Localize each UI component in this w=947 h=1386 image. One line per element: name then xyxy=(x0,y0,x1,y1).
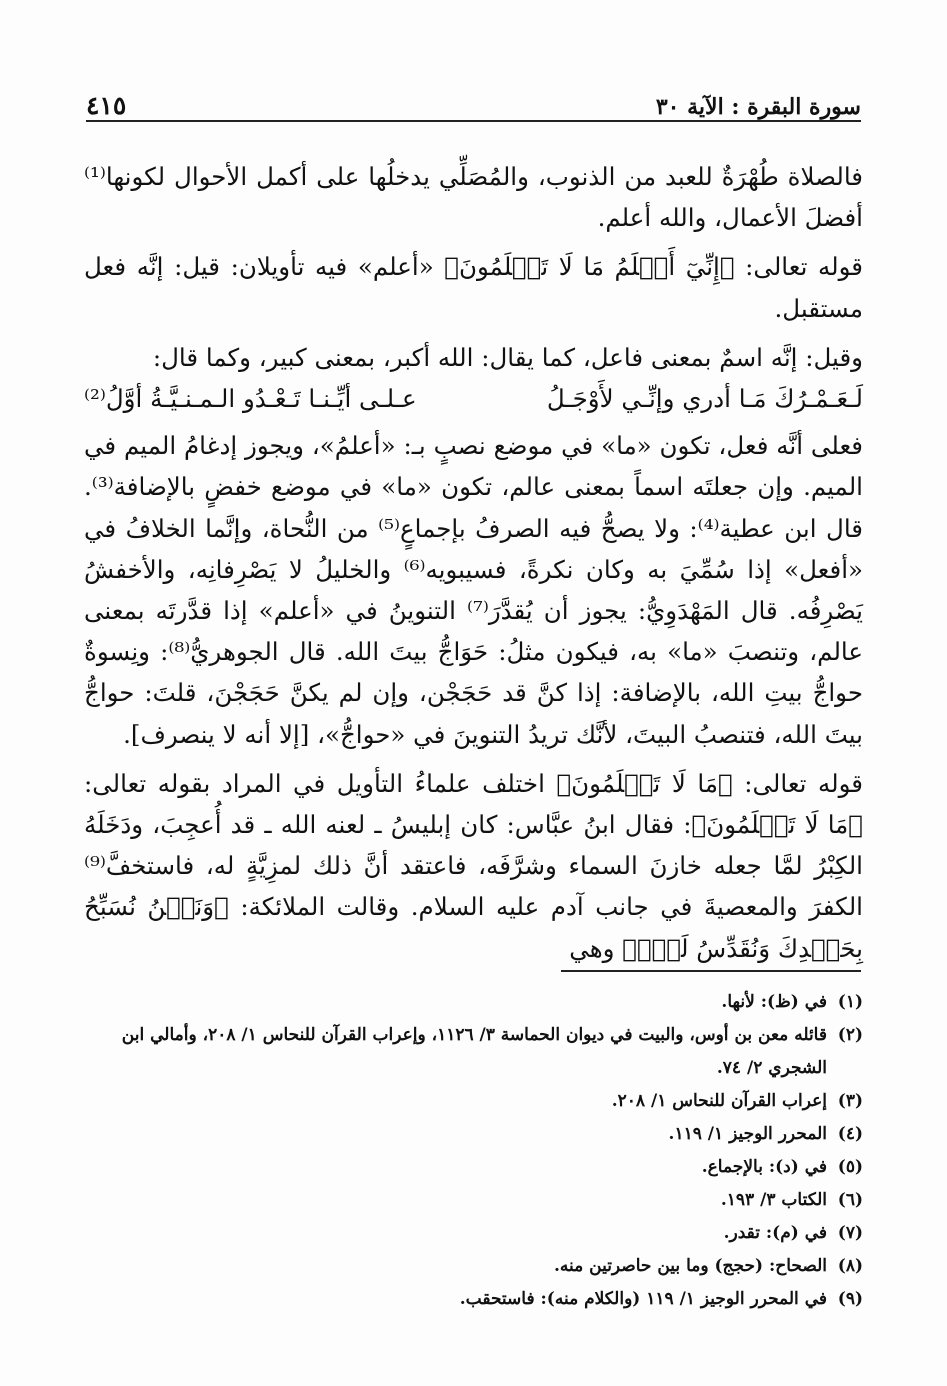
paragraph: وقيل: إنَّه اسمٌ بمعنى فاعل، كما يقال: الله أكبر، بمعنى كبير، وكما قال: xyxy=(152,342,863,372)
footnote-text: في المحرر الوجيز ١/ ١١٩ (والكلام منه): فاستحقب. xyxy=(459,1289,827,1309)
footnote-number: (٨) xyxy=(837,1256,863,1276)
running-title: سورة البقرة : الآية ٣٠ xyxy=(655,94,861,120)
page-header xyxy=(86,78,861,122)
poetry-verse xyxy=(84,378,863,419)
footnote-number: (٦) xyxy=(837,1190,863,1210)
footnote-number: (٤) xyxy=(837,1124,863,1144)
paragraph: قوله تعالى: ﴿إِنِّيٓ أَعۡلَمُ مَا لَا تَعۡلَمُونَ﴾ «أعلم» فيه تأويلان: قيل: إنَّه فعل مستقبل. xyxy=(84,252,863,323)
paragraph: فالصلاة طُهْرَةٌ للعبد من الذنوب، والمُصَلِّي يدخلُها على أكمل الأحوال لكونها⁽¹⁾ أفضلَ الأعمال، والله أعلم. xyxy=(84,162,863,233)
footnote xyxy=(90,1217,863,1250)
verse-first-hemistich: لَـعَـمْـرُكَ مَـا أدري وإنِّـي لأَوْجَـلُ xyxy=(546,384,863,414)
footnote xyxy=(90,1151,863,1184)
footnote xyxy=(90,1283,863,1316)
footnote-text: في (ظ): لأنها. xyxy=(721,992,827,1012)
footnote-number: (٩) xyxy=(837,1289,863,1309)
footnote-text: الكتاب ٣/ ١٩٣. xyxy=(720,1190,827,1210)
footnote xyxy=(90,1085,863,1118)
footnote-text: الصحاح: (حجج) وما بين حاصرتين منه. xyxy=(553,1256,827,1276)
footnote-text: إعراب القرآن للنحاس ١/ ٢٠٨. xyxy=(611,1091,827,1111)
verse-second-hemistich: عـلـى أيِّـنـا تَـعْـدُو الـمـنـيَّـةُ أوَّلُ⁽²⁾ xyxy=(84,384,417,414)
page-number: ٤١٥ xyxy=(86,91,127,120)
footnote-number: (٣) xyxy=(837,1091,863,1111)
footnote-separator xyxy=(561,970,861,972)
footnote-text: قائله معن بن أوس، والبيت في ديوان الحماسة ٣/ ١١٢٦، وإعراب القرآن للنحاس ١/ ٢٠٨، وأمالي ابن الشجري ٢/ ٧٤. xyxy=(121,1025,827,1078)
footnote-text: في (د): بالإجماع. xyxy=(701,1157,827,1177)
footnote xyxy=(90,1118,863,1151)
footnote-number: (١) xyxy=(837,992,863,1012)
footnotes xyxy=(90,986,863,1316)
paragraph: قوله تعالى: ﴿مَا لَا تَعۡلَمُونَ﴾ اختلف علماءُ التأويل في المراد بقوله تعالى: ﴿مَا لَا تَعۡلَمُونَ﴾: فقال ابنُ عبَّاس: كان إبليسُ ـ لعنه الله ـ قد أُعجِبَ، ودَخَلَهُ الكِبْرُ لمَّا جعله خازنَ السماء وشرَّفَه، فاعتقد أنَّ ذلك لمزِيَّةٍ له، فاستخفَّ⁽⁹⁾ الكفرَ والمعصيةَ في جانب آدم عليه السلام. وقالت الملائكة: ﴿وَنَحۡنُ نُسَبِّحُ بِحَمۡدِكَ وَنُقَدِّسُ لَكَۖ﴾ وهي xyxy=(84,768,863,963)
footnote-text: المحرر الوجيز ١/ ١١٩. xyxy=(668,1124,827,1144)
footnote-number: (٢) xyxy=(837,1025,863,1045)
footnote-number: (٧) xyxy=(837,1223,863,1243)
footnote-number: (٥) xyxy=(837,1157,863,1177)
main-text xyxy=(84,156,863,977)
paragraph: فعلى أنَّه فعل، تكون «ما» في موضع نصبٍ بـ: «أعلمُ»، ويجوز إدغامُ الميم في الميم. وإن جعلتَه اسماً بمعنى عالم، تكون «ما» في موضع خفضٍ بالإضافة⁽³⁾. قال ابن عطية⁽⁴⁾: ولا يصحُّ فيه الصرفُ بإجماعٍ⁽⁵⁾ من النُّحاة، وإنَّما الخلافُ في «أفعل» إذا سُمِّيَ به وكان نكرةً، فسيبويه⁽⁶⁾ والخليلُ لا يَصْرِفانِه، والأخفشُ يَصْرِفُه. قال المَهْدَوِيُّ: يجوز أن يُقدَّرَ⁽⁷⁾ التنوينُ في «أعلم» إذا قدَّرتَه بمعنى عالم، وتنصبَ «ما» به، فيكون مثلُ: حَوَاجُّ بيتَ الله. قال الجوهريُّ⁽⁸⁾: ونِسوةٌ حواجُّ بيتِ الله، بالإضافة: إذا كنَّ قد حَجَجْن، وإن لم يكنَّ حَجَجْنَ، قلتَ: حواجُّ بيتَ الله، فتنصبُ البيتَ، لأنَّك تريدُ التنوينَ في «حواجُّ»، [إلا أنه لا ينصرف]. xyxy=(84,431,864,749)
footnote xyxy=(90,1019,863,1085)
footnote xyxy=(90,1184,863,1217)
footnote xyxy=(90,1250,863,1283)
footnote-text: في (م): تقدر. xyxy=(723,1223,827,1243)
footnote xyxy=(90,986,863,1019)
